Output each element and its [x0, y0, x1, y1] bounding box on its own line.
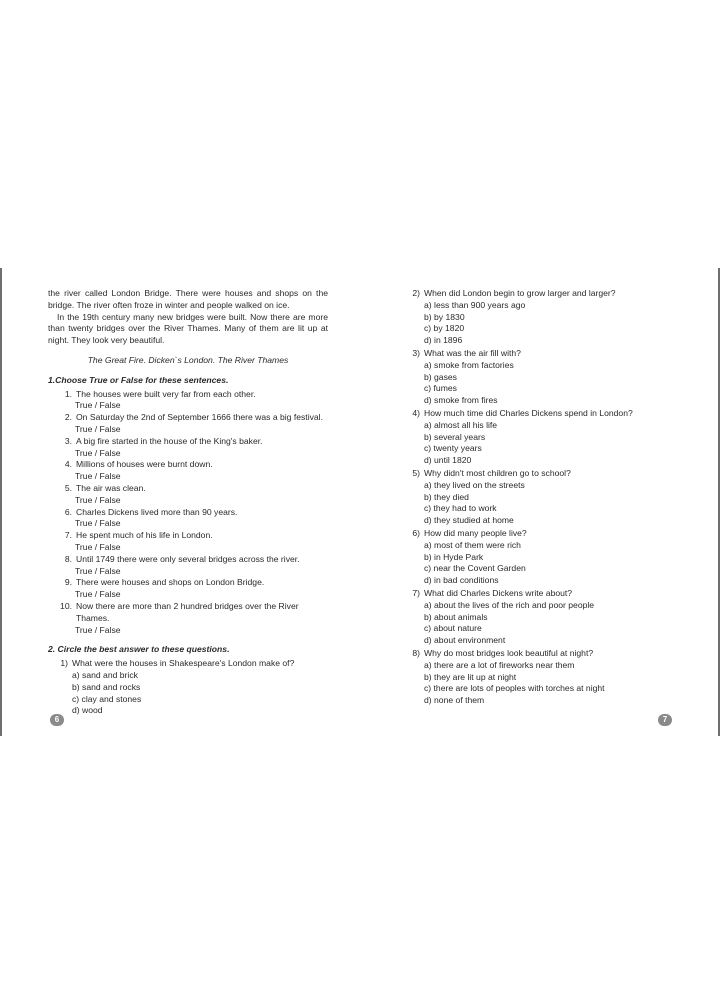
answer-option: a) almost all his life — [424, 419, 498, 430]
answer-option: a) they lived on the streets — [424, 479, 525, 490]
item-number: 3. — [64, 435, 72, 446]
answer-option: b) about animals — [424, 611, 488, 622]
book-spread — [0, 268, 720, 738]
statement-text: Until 1749 there were only several bridges across the river. — [76, 553, 300, 564]
item-number: 9. — [64, 577, 72, 588]
true-false-question — [48, 483, 328, 495]
question-item — [48, 658, 328, 717]
item-number: 6. — [64, 506, 72, 517]
answer-option: d) until 1820 — [424, 455, 472, 466]
true-false-answer: True / False — [75, 494, 121, 505]
answer-option: d) about environment — [424, 635, 506, 646]
true-false-item — [48, 507, 328, 531]
true-false-answer: True / False — [75, 589, 121, 600]
true-false-answer: True / False — [75, 565, 121, 576]
true-false-answer: True / False — [75, 541, 121, 552]
answer-option: d) smoke from fires — [424, 395, 498, 406]
true-false-list — [48, 389, 328, 637]
question-item — [406, 528, 692, 587]
true-false-item — [48, 577, 328, 601]
statement-text: Now there are more than 2 hundred bridges over the River Thames. — [76, 600, 299, 623]
answer-option: c) they had to work — [424, 503, 497, 514]
statement-text: He spent much of his life in London. — [76, 530, 213, 541]
true-false-answer: True / False — [75, 423, 121, 434]
statement-text: A big fire started in the house of the King's baker. — [76, 435, 263, 446]
true-false-question — [48, 412, 328, 424]
statement-text: Millions of houses were burnt down. — [76, 459, 213, 470]
answer-option: d) in 1896 — [424, 335, 463, 346]
multiple-choice-heading: 2. Circle the best answer to these questions. — [48, 644, 230, 655]
answer-option: a) smoke from factories — [424, 359, 514, 370]
answer-option: b) in Hyde Park — [424, 551, 484, 562]
item-number: 4. — [64, 459, 72, 470]
answer-option: c) clay and stones — [72, 693, 142, 704]
question — [406, 348, 692, 360]
left-question-list — [48, 658, 328, 717]
question-item — [406, 468, 692, 527]
question — [406, 588, 692, 600]
page-number-right: 7 — [658, 714, 672, 726]
answer-option: c) near the Covent Garden — [424, 563, 526, 574]
answer-option: d) none of them — [424, 695, 485, 706]
question-number: 4) — [412, 407, 420, 418]
question-text: What were the houses in Shakespeare's London make of? — [72, 658, 295, 669]
right-question-list — [406, 288, 692, 707]
statement-text: Charles Dickens lived more than 90 years. — [76, 506, 238, 517]
question-number: 3) — [412, 347, 420, 358]
true-false-question — [48, 530, 328, 542]
true-false-question — [48, 601, 328, 625]
answer-option: a) most of them were rich — [424, 539, 521, 550]
question-item — [406, 408, 692, 467]
question — [406, 288, 692, 300]
answer-option: b) they died — [424, 491, 469, 502]
answer-option: d) in bad conditions — [424, 575, 499, 586]
intro-paragraph-1: the river called London Bridge. There were houses and shops on the bridge. The river often froze in winter and people walked on ice. — [48, 288, 328, 310]
question-number: 2) — [412, 288, 420, 298]
question-text: What was the air fill with? — [424, 347, 521, 358]
item-number: 10. — [60, 600, 72, 611]
true-false-item — [48, 436, 328, 460]
question — [406, 528, 692, 540]
answer-option: b) by 1830 — [424, 311, 465, 322]
true-false-answer: True / False — [75, 624, 121, 635]
question-number: 6) — [412, 527, 420, 538]
question-text: Why do most bridges look beautiful at night? — [424, 647, 594, 658]
statement-text: On Saturday the 2nd of September 1666 there was a big festival. — [76, 412, 323, 423]
true-false-item — [48, 554, 328, 578]
question — [406, 468, 692, 480]
item-number: 1. — [64, 388, 72, 399]
question-text: When did London begin to grow larger and larger? — [424, 288, 616, 298]
true-false-question — [48, 577, 328, 589]
true-false-heading: 1.Choose True or False for these sentences. — [48, 374, 229, 385]
statement-text: There were houses and shops on London Bridge. — [76, 577, 265, 588]
answer-option: b) they are lit up at night — [424, 671, 517, 682]
answer-option: b) gases — [424, 371, 457, 382]
item-number: 2. — [64, 412, 72, 423]
true-false-question — [48, 436, 328, 448]
true-false-question — [48, 389, 328, 401]
true-false-question — [48, 459, 328, 471]
question-number: 5) — [412, 467, 420, 478]
question-text: How did many people live? — [424, 527, 527, 538]
item-number: 5. — [64, 482, 72, 493]
right-page — [406, 288, 692, 708]
left-page — [48, 288, 328, 718]
intro-text — [48, 288, 328, 347]
answer-option: c) fumes — [424, 383, 457, 394]
true-false-answer: True / False — [75, 471, 121, 482]
statement-text: The houses were built very far from each other. — [76, 388, 256, 399]
item-number: 7. — [64, 530, 72, 541]
true-false-item — [48, 459, 328, 483]
page-number-left: 6 — [50, 714, 64, 726]
true-false-answer: True / False — [75, 447, 121, 458]
question-item — [406, 588, 692, 647]
answer-option: b) several years — [424, 431, 486, 442]
true-false-item — [48, 530, 328, 554]
answer-option: c) twenty years — [424, 443, 482, 454]
answer-option: a) sand and brick — [72, 669, 138, 680]
true-false-answer: True / False — [75, 518, 121, 529]
answer-option: a) there are a lot of fireworks near them — [424, 659, 575, 670]
item-number: 8. — [64, 553, 72, 564]
question-number: 1) — [60, 658, 68, 669]
answer-option: c) about nature — [424, 623, 482, 634]
question — [406, 648, 692, 660]
question-item — [406, 648, 692, 707]
question-text: What did Charles Dickens write about? — [424, 587, 573, 598]
true-false-item — [48, 601, 328, 636]
answer-option: c) there are lots of peoples with torches at night — [424, 683, 605, 694]
question-number: 7) — [412, 587, 420, 598]
answer-option: c) by 1820 — [424, 323, 465, 334]
answer-option: d) they studied at home — [424, 515, 514, 526]
statement-text: The air was clean. — [76, 482, 146, 493]
answer-option: a) less than 900 years ago — [424, 299, 526, 310]
true-false-item — [48, 483, 328, 507]
true-false-item — [48, 412, 328, 436]
section-subtitle: The Great Fire. Dicken`s London. The River Thames — [87, 354, 289, 365]
answer-option: d) wood — [72, 705, 103, 716]
question-text: How much time did Charles Dickens spend in London? — [424, 407, 633, 418]
question-item — [406, 348, 692, 407]
true-false-question — [48, 507, 328, 519]
question — [48, 658, 328, 670]
true-false-answer: True / False — [75, 400, 121, 411]
question-number: 8) — [412, 647, 420, 658]
intro-paragraph-2: In the 19th century many new bridges were built. Now there are more than twenty bridges over the River Thames. Many of them are lit up at night. They look very beautiful. — [48, 311, 328, 346]
question-item — [406, 288, 692, 347]
answer-option: a) about the lives of the rich and poor people — [424, 599, 595, 610]
true-false-question — [48, 554, 328, 566]
question-text: Why didn't most children go to school? — [424, 467, 571, 478]
true-false-item — [48, 389, 328, 413]
question — [406, 408, 692, 420]
answer-option: b) sand and rocks — [72, 681, 141, 692]
